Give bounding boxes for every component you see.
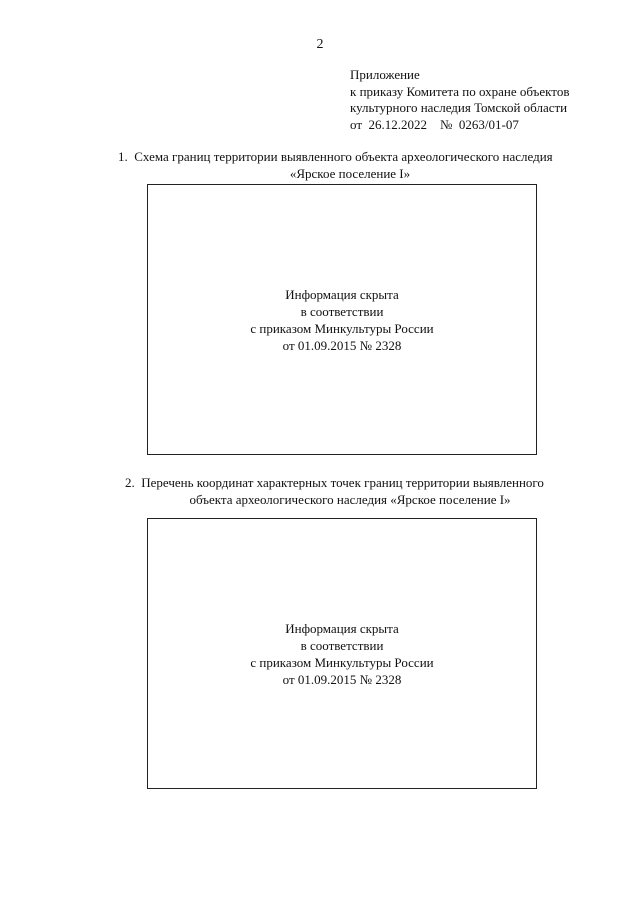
section-2-heading — [0, 474, 640, 508]
section-1-subtitle: «Ярское поселение I» — [289, 166, 411, 181]
appendix-header — [350, 67, 569, 133]
appendix-date-number: от 26.12.2022 № 0263/01-07 — [350, 116, 519, 132]
section-1-heading — [0, 148, 640, 182]
section-2-hidden-info-box — [147, 518, 537, 789]
hidden-info-line: с приказом Минкультуры России — [250, 654, 434, 670]
section-2-subtitle: объекта археологического наследия «Ярское поселение I» — [189, 492, 511, 507]
hidden-info-line: Информация скрыта — [285, 620, 399, 636]
hidden-info-line: Информация скрыта — [285, 286, 399, 302]
hidden-info-line: от 01.09.2015 № 2328 — [282, 337, 402, 353]
hidden-info-text — [250, 620, 433, 688]
hidden-info-line: от 01.09.2015 № 2328 — [282, 671, 402, 687]
section-1-hidden-info-box — [147, 184, 537, 455]
appendix-committee-line: культурного наследия Томской области — [350, 100, 568, 115]
hidden-info-line: в соответствии — [300, 303, 384, 319]
section-1-title: 1. Схема границ территории выявленного объекта археологического наследия — [118, 149, 553, 164]
hidden-info-line: с приказом Минкультуры России — [250, 320, 434, 336]
hidden-info-text — [250, 286, 433, 354]
page-number: 2 — [316, 37, 324, 52]
appendix-title: Приложение — [350, 67, 420, 82]
appendix-order-line: к приказу Комитета по охране объектов — [350, 83, 570, 99]
hidden-info-line: в соответствии — [300, 637, 384, 653]
section-2-title: 2. Перечень координат характерных точек границ территории выявленного — [125, 475, 544, 490]
